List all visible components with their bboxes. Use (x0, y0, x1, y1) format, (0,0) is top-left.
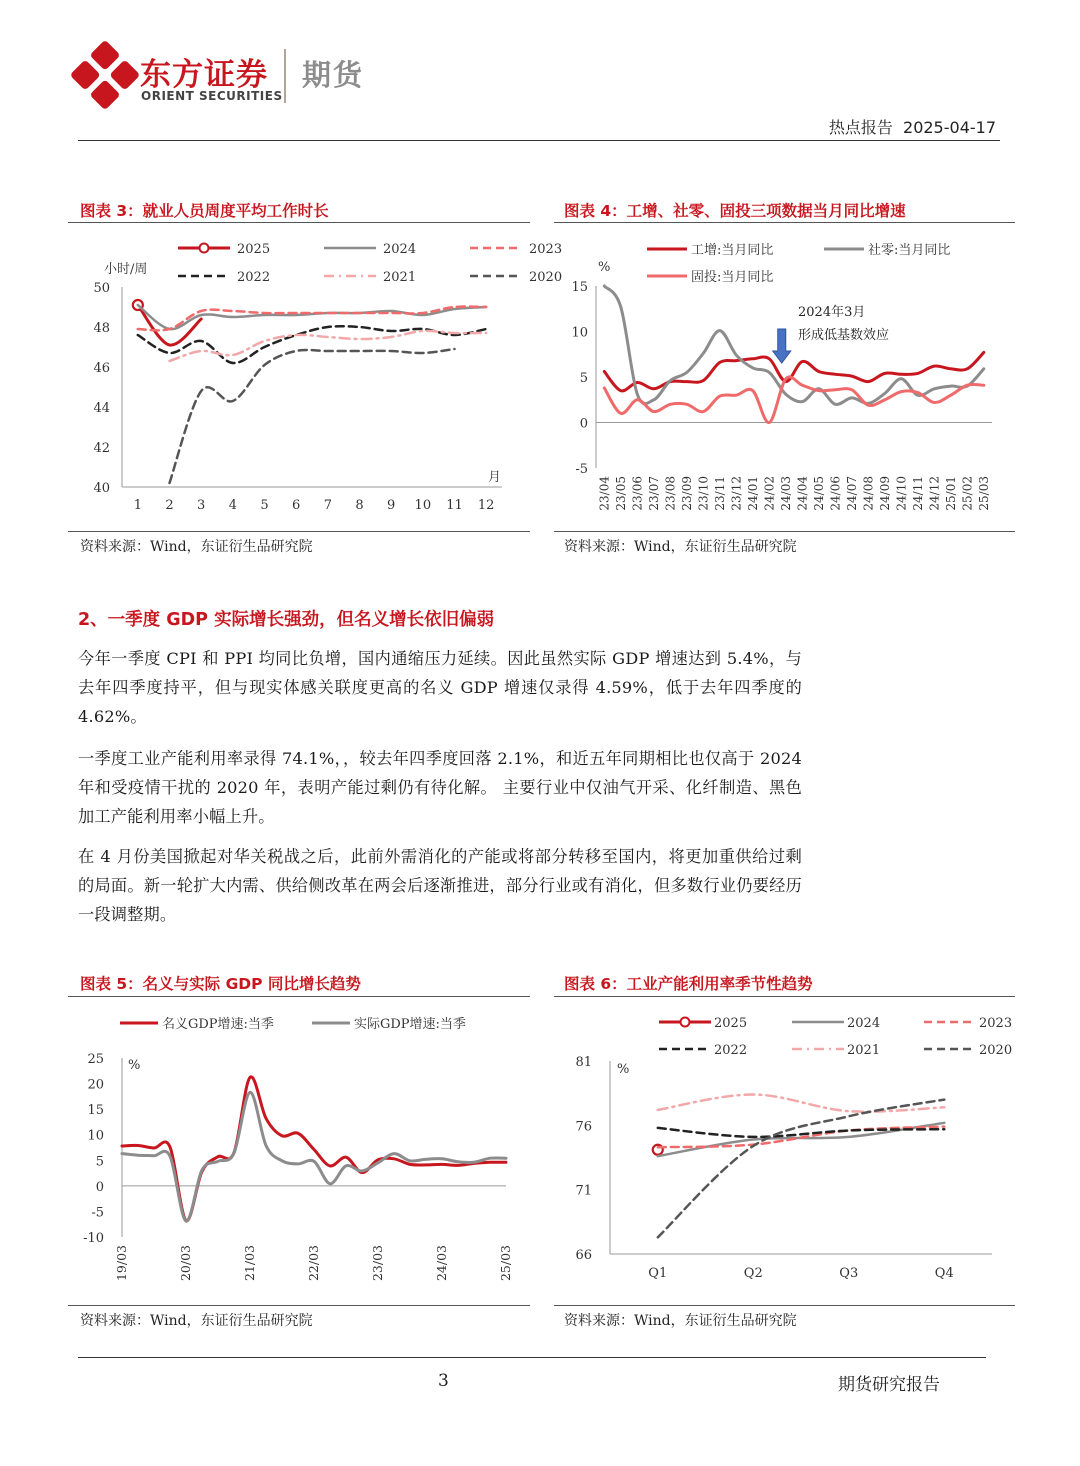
fig6-legend-2021-label: 2021 (847, 1043, 881, 1058)
fig5-xtick-label: 20/03 (178, 1245, 193, 1282)
fig3-legend-2021-label: 2021 (383, 270, 417, 285)
fig5-ytick-label: -5 (91, 1205, 104, 1221)
report-meta (829, 115, 996, 138)
fig5-ytick-label: 5 (95, 1154, 104, 1170)
fig3-xtick-label: 11 (446, 498, 463, 513)
fig4-annotation-line1: 2024年3月 (798, 305, 866, 320)
fig3-xtick-label: 6 (292, 498, 301, 513)
fig5-xtick-label: 24/03 (434, 1245, 449, 1282)
fig4-xtick-label: 23/11 (712, 476, 727, 511)
fig3-series-4-line (170, 331, 487, 361)
fig4-bottom-rule (554, 531, 1015, 532)
fig5-ytick-label: 25 (87, 1052, 104, 1067)
fig5-legend-0-label: 名义GDP增速:当季 (162, 1017, 274, 1032)
fig3-bottom-rule (68, 531, 530, 532)
section-title: 2、一季度 GDP 实际增长强劲，但名义增长依旧偏弱 (78, 610, 495, 630)
fig3-xtick-label: 9 (387, 498, 396, 513)
report-type: 热点报告 (828, 118, 893, 137)
fig4-legend-1-label: 社零:当月同比 (868, 243, 951, 258)
fig4-xtick-label: 23/06 (630, 476, 645, 511)
fig4-xtick-label: 23/04 (597, 476, 612, 511)
fig6-title: 图表 6：工业产能利用率季节性趋势 (564, 975, 813, 993)
fig4-xtick-label: 24/08 (861, 476, 876, 511)
logo-cn: 东方证券 (140, 57, 268, 93)
fig4-ytick-label: 15 (571, 280, 588, 295)
fig3-series-2-line (138, 307, 486, 331)
fig4-xtick-label: 24/01 (745, 476, 760, 511)
fig3-xtick-label: 1 (133, 498, 142, 513)
fig6-legend-2025-swatch-marker (681, 1018, 690, 1027)
report-date: 2025-04-17 (903, 118, 996, 137)
fig3-xtick-label: 8 (355, 498, 364, 513)
fig5-chart (68, 999, 530, 1304)
fig5-ytick-label: 10 (87, 1128, 104, 1144)
fig3-title: 图表 3：就业人员周度平均工作时长 (80, 202, 329, 220)
fig6-xtick-label: Q4 (934, 1266, 954, 1281)
fig4-xtick-label: 23/05 (613, 476, 628, 511)
header (0, 0, 1080, 140)
fig6-xtick-label: Q1 (648, 1266, 668, 1281)
fig5-ytick-label: -10 (83, 1231, 104, 1246)
fig3-xtick-label: 2 (165, 498, 174, 513)
fig6-bottom-rule (554, 1305, 1015, 1306)
fig6-ytick-label: 66 (575, 1248, 592, 1263)
fig4-xtick-label: 24/11 (910, 476, 925, 511)
paragraph-1: 今年一季度 CPI 和 PPI 均同比负增，国内通缩压力延续。因此虽然实际 GDP 增速达到 5.4%，与去年四季度持平，但与现实体感关联度更高的名义 GDP 增速仅录得 4.59%，低于去年四季度的 4.62%。 (78, 649, 802, 726)
fig4-ytick-label: -5 (575, 462, 588, 477)
logo-sub: 期货 (302, 58, 365, 92)
fig5-xtick-label: 19/03 (114, 1245, 129, 1282)
fig3-xtick-label: 3 (197, 498, 206, 513)
fig3-xlabel: 月 (488, 470, 502, 485)
fig6-xtick-label: Q2 (743, 1266, 763, 1281)
fig4-ylabel: % (598, 260, 611, 275)
fig3-ytick-label: 50 (93, 281, 110, 296)
fig4-xtick-label: 24/12 (927, 476, 942, 511)
fig4-xtick-label: 23/07 (646, 476, 661, 511)
paragraph-2: 一季度工业产能利用率录得 74.1%，，较去年四季度回落 2.1%，和近五年同期相比也仅高于 2024 年和受疫情干扰的 2020 年，表明产能过剩仍有待化解。 主要行业中仅油气开采、化纤制造、黑色加工产能利用率小幅上升。 (78, 749, 802, 826)
fig6-legend-2025-label: 2025 (714, 1016, 748, 1031)
fig6-source: 资料来源：Wind，东证衍生品研究院 (564, 1313, 797, 1329)
fig3-legend-2022-label: 2022 (237, 270, 271, 285)
fig3-xtick-label: 7 (323, 498, 332, 513)
fig5-series-1-line (122, 1092, 506, 1221)
fig4-xtick-label: 24/07 (844, 476, 859, 511)
fig4-xtick-label: 24/06 (828, 476, 843, 511)
fig3-series-5-line (170, 349, 455, 483)
fig6-xtick-label: Q3 (839, 1266, 859, 1281)
fig6-legend-2023-label: 2023 (979, 1016, 1013, 1031)
fig3-ytick-label: 40 (93, 481, 110, 496)
fig5-xtick-label: 23/03 (370, 1245, 385, 1282)
header-rule (78, 140, 1000, 141)
fig4-annotation-line2: 形成低基数效应 (798, 328, 890, 343)
fig5-xtick-label: 22/03 (306, 1245, 321, 1282)
fig6-ytick-label: 81 (575, 1055, 592, 1070)
fig3-legend-2024-label: 2024 (383, 242, 417, 257)
fig6-series-5-line (658, 1100, 945, 1238)
fig3-ylabel: 小时/周 (104, 262, 148, 277)
fig5-legend-1-label: 实际GDP增速:当季 (354, 1017, 466, 1032)
fig4-xtick-label: 23/08 (663, 476, 678, 511)
fig3-chart (68, 225, 563, 530)
fig4-legend-0-label: 工增:当月同比 (691, 243, 774, 258)
fig4-source: 资料来源：Wind，东证衍生品研究院 (564, 539, 797, 555)
fig3-ytick-label: 42 (93, 441, 110, 456)
fig4-xtick-label: 25/03 (976, 476, 991, 511)
footer-label: 期货研究报告 (838, 1375, 940, 1395)
fig3-xtick-label: 4 (228, 498, 237, 513)
fig4-xtick-label: 23/09 (679, 476, 694, 511)
fig6-ytick-label: 76 (575, 1119, 592, 1135)
fig3-legend-2020-label: 2020 (529, 270, 563, 285)
fig3-source: 资料来源：Wind，东证衍生品研究院 (80, 539, 313, 555)
fig3-xtick-label: 5 (260, 498, 269, 513)
fig3-legend-2023-label: 2023 (529, 242, 563, 257)
orient-logo-icon (76, 46, 134, 104)
fig3-series-0-line (138, 305, 201, 345)
fig4-xtick-label: 23/10 (696, 476, 711, 511)
fig4-xtick-label: 24/05 (811, 476, 826, 511)
fig3-ytick-label: 44 (93, 401, 110, 416)
fig4-xtick-label: 25/01 (943, 476, 958, 511)
fig3-title-rule (68, 222, 530, 223)
fig4-xtick-label: 25/02 (960, 476, 975, 511)
fig4-ytick-label: 5 (579, 371, 588, 386)
fig6-chart (554, 999, 1015, 1304)
fig3-legend-2025-label: 2025 (237, 242, 271, 257)
fig3-ytick-label: 48 (93, 321, 110, 336)
fig4-legend-2-label: 固投:当月同比 (691, 270, 774, 285)
fig6-title-rule (554, 996, 1015, 997)
footer-rule (78, 1357, 986, 1358)
fig6-ytick-label: 71 (575, 1183, 592, 1199)
fig4-xtick-label: 24/04 (795, 476, 810, 511)
page-number: 3 (438, 1371, 449, 1391)
fig6-series-1-line (658, 1123, 945, 1156)
fig4-xtick-label: 24/10 (894, 476, 909, 511)
fig5-title: 图表 5：名义与实际 GDP 同比增长趋势 (80, 975, 361, 993)
fig4-annotation-arrow (773, 329, 791, 363)
logo-en: ORIENT SECURITIES (141, 89, 283, 103)
fig3-legend-2025-swatch-marker (200, 244, 209, 253)
fig4-ytick-label: 10 (571, 325, 588, 341)
fig5-ytick-label: 0 (95, 1179, 104, 1195)
fig3-xtick-label: 12 (477, 498, 495, 513)
fig6-legend-2020-label: 2020 (979, 1043, 1013, 1058)
fig4-xtick-label: 23/12 (729, 476, 744, 511)
fig4-title-rule (554, 222, 1015, 223)
fig4-xtick-label: 24/03 (778, 476, 793, 511)
fig5-title-rule (68, 996, 530, 997)
fig6-ylabel: % (617, 1062, 630, 1077)
fig5-bottom-rule (68, 1305, 530, 1306)
fig5-xtick-label: 25/03 (498, 1245, 513, 1282)
fig5-ytick-label: 20 (87, 1077, 104, 1093)
fig4-xtick-label: 24/09 (877, 476, 892, 511)
fig4-xtick-label: 24/02 (762, 476, 777, 511)
fig3-ytick-label: 46 (93, 361, 110, 376)
fig4-series-0-line (604, 352, 984, 391)
fig5-ytick-label: 15 (87, 1103, 104, 1119)
fig5-ylabel: % (128, 1058, 141, 1073)
fig6-legend-2024-label: 2024 (847, 1016, 881, 1031)
fig5-source: 资料来源：Wind，东证衍生品研究院 (80, 1313, 313, 1329)
fig4-chart (554, 225, 1015, 530)
fig4-ytick-label: 0 (579, 416, 588, 432)
fig5-xtick-label: 21/03 (242, 1245, 257, 1282)
fig6-legend-2022-label: 2022 (714, 1043, 748, 1058)
fig3-xtick-label: 10 (414, 498, 432, 513)
fig6-series-4-line (658, 1094, 945, 1111)
paragraph-3: 在 4 月份美国掀起对华关税战之后，此前外需消化的产能或将部分转移至国内，将更加重供给过剩的局面。新一轮扩大内需、供给侧改革在两会后逐渐推进，部分行业或有消化，但多数行业仍要经历一段调整期。 (78, 847, 802, 924)
fig4-title: 图表 4：工增、社零、固投三项数据当月同比增速 (564, 202, 906, 220)
logo-divider (284, 49, 286, 103)
